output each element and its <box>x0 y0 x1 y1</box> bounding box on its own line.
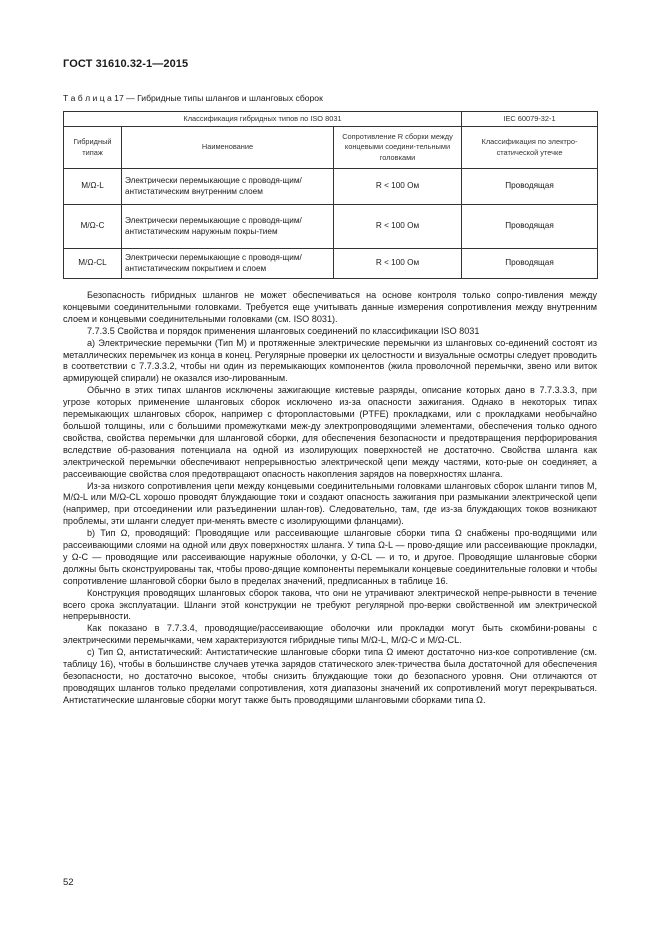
paragraph: c) Тип Ω, антистатический: Антистатические шланговые сборки типа Ω имеют достаточно низ-кое сопротивление (см. таблицу 16), чтобы в большинстве случаев утечка зарядов статического элек-тричества была достаточной для обеспечения безопасности, но достаточно высокое, чтобы снизить блуждающие токи до безопасного уровня. Они отличаются от проводящих шлангов только пределами сопротивления, хотя диапазоны значений их сопротивлений могут перекрываться. Антистатические шланговые сборки могут также быть проводящими шланговыми сборками типа Ω. <box>63 647 597 705</box>
cell-type: M/Ω-L <box>64 169 122 205</box>
table-header-resistance: Сопротивление R сборки между концевыми соедини-тельными головками <box>334 127 462 169</box>
table-row <box>64 249 598 279</box>
page-number: 52 <box>63 877 74 888</box>
body-text <box>63 290 597 707</box>
paragraph: Обычно в этих типах шлангов исключены зажигающие кистевые разряды, описание которых дано в 7.7.3.3.3, при угрозе которых применение шланговых сборок исключено из-за опасности зажигания. Однако в некоторых типах перемыкающих шланговых сборок, например с фторопластовыми (PTFE) прокладками, или с прокладками необычайно большой толщины, или с большими промежутками меж-ду электропроводящими элементами, обеспечения только одного свойства, свойства перемычки для шланговой сборки, для обеспечения безопасности и предотвращения перфорирования вследствие об-разования потенциала на одной из изолирующих поверхностей не достаточно. Свойства шланга как электрической перемычки обеспечивают непрерывностью электрической цепи между частями, кото-рые он соединяет, а рассеивающие свойства слоя предотвращают опасность накопления зарядов на поверхностях шланга. <box>63 385 597 479</box>
cell-classification: Проводящая <box>462 205 598 249</box>
cell-type: M/Ω-C <box>64 205 122 249</box>
paragraph: Конструкция проводящих шланговых сборок такова, что они не утрачивают электрической непре-рывности в течение всего срока эксплуатации. Шланги этой конструкции не требуют регулярной про-верки свойственной им электрической непрерывности. <box>63 587 597 622</box>
cell-type: M/Ω-CL <box>64 249 122 279</box>
table-group-header-left: Классификация гибридных типов по ISO 8031 <box>64 112 462 127</box>
hybrid-types-table <box>63 111 598 279</box>
table-row <box>64 169 598 205</box>
table-header-type: Гибридный типаж <box>64 127 122 169</box>
paragraph: Безопасность гибридных шлангов не может обеспечиваться на основе контроля только сопро-тивления между концевыми соединительными головками. Требуется еще учитывать данные измерения сопротивления между внутренним слоем и концевыми соединительными головками (см. ISO 8031). <box>63 290 597 324</box>
paragraph: Из-за низкого сопротивления цепи между концевыми соединительными головками шланговых сборок шланги типов M, M/Ω-L или M/Ω-CL хорошо проводят блуждающие токи и создают опасность зажигания при размыкании электрической цепи (например, при отсоединении или разъединении шлан-гов). Следовательно, там, где из-за блуждающих токов возникают проблемы, эти шланги следует при-менять вместе с изолирующими фланцами). <box>63 480 597 527</box>
cell-name: Электрически перемыкающие с проводя-щим/антистатическим покрытием и слоем <box>122 249 334 279</box>
cell-name: Электрически перемыкающие с проводя-щим/антистатическим внутренним слоем <box>122 169 334 205</box>
table-header-name: Наименование <box>122 127 334 169</box>
document-code: ГОСТ 31610.32-1—2015 <box>63 58 189 70</box>
table-group-header-right: IEC 60079-32-1 <box>462 112 598 127</box>
cell-resistance: R < 100 Ом <box>334 249 462 279</box>
cell-name: Электрически перемыкающие с проводя-щим/антистатическим наружным покры-тием <box>122 205 334 249</box>
table-row <box>64 205 598 249</box>
paragraph: b) Тип Ω, проводящий: Проводящие или рассеивающие шланговые сборки типа Ω снабжены про-водящими или рассеивающими слоями на одной или двух поверхностях шланга. У типа Ω-L — прово-дящие или рассеивающие прокладки, у Ω-C — проводящие или рассеивающие наружные оболочки, у Ω-CL — и то, и другое. Проводящие шланговые сборки должны быть сконструированы так, чтобы прово-дящие компоненты перемыкали концевые соединительные головки и чтобы сопротивление шланговой сборки было в пределах значений, предписанных в таблице 16. <box>63 528 597 586</box>
cell-classification: Проводящая <box>462 169 598 205</box>
table-header-classification: Классификация по электро-статической утечке <box>462 127 598 169</box>
section-heading: 7.7.3.5 Свойства и порядок применения шланговых соединений по классификации ISO 8031 <box>87 325 480 336</box>
cell-resistance: R < 100 Ом <box>334 169 462 205</box>
cell-classification: Проводящая <box>462 249 598 279</box>
paragraph: а) Электрические перемычки (Тип M) и протяженные электрические перемычки из шланговых со-единений состоят из металлических перемычек из конца в конец. Регулярные проверки их целостности и визуальные осмотры следует проводить в соответствии с 7.7.3.3.2, чтобы ни один из перемыкающих компонентов (жила проволочной перемычки, звено или виток армирующей спирали) не оказался изо-лированным. <box>63 337 597 384</box>
cell-resistance: R < 100 Ом <box>334 205 462 249</box>
paragraph: Как показано в 7.7.3.4, проводящие/рассеивающие оболочки или прокладки могут быть скомбини-рованы с электрическими перемычками, чем характеризуются гибридные типы M/Ω-L, M/Ω-C и M/Ω-CL. <box>63 623 597 646</box>
table-caption: Т а б л и ц а 17 — Гибридные типы шлангов и шланговых сборок <box>63 93 323 103</box>
